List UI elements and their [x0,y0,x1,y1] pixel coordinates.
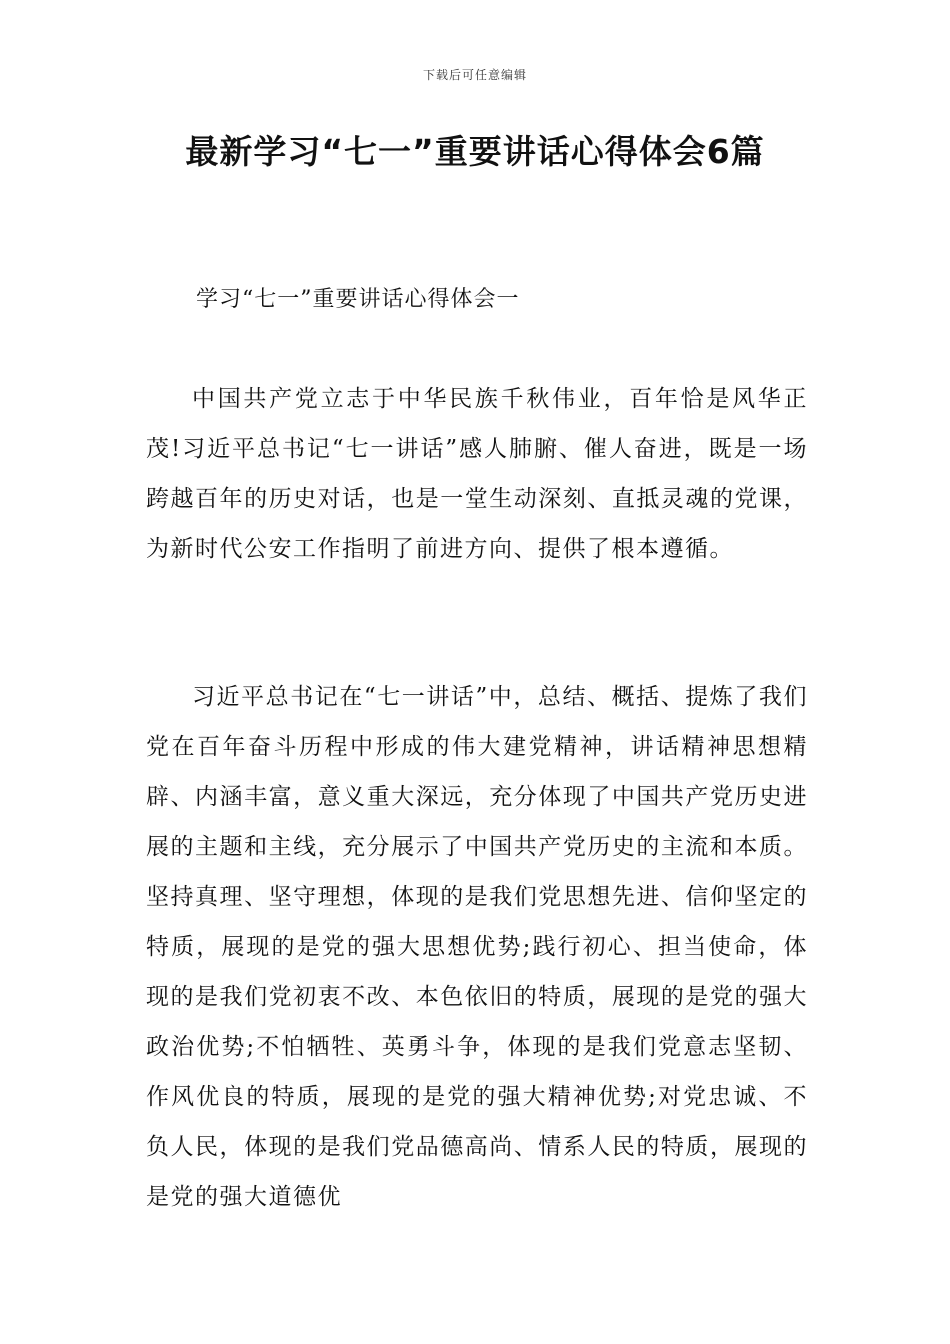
header-note: 下载后可任意编辑 [422,68,527,82]
body-paragraph-1: 中国共产党立志于中华民族千秋伟业，百年恰是风华正茂!习近平总书记“七一讲话”感人肺腑、催人奋进，既是一场跨越百年的历史对话，也是一堂生动深刻、直抵灵魂的党课，为新时代公安工作指明了前进方向、提供了根本遵循。 [146,386,808,562]
body-paragraph-2: 习近平总书记在“七一讲话”中，总结、概括、提炼了我们党在百年奋斗历程中形成的伟大建党精神，讲话精神思想精辟、内涵丰富，意义重大深远，充分体现了中国共产党历史进展的主题和主线，充分展示了中国共产党历史的主流和本质。坚持真理、坚守理想，体现的是我们党思想先进、信仰坚定的特质，展现的是党的强大思想优势;践行初心、担当使命，体现的是我们党初衷不改、本色依旧的特质，展现的是党的强大政治优势;不怕牺牲、英勇斗争，体现的是我们党意志坚韧、作风优良的特质，展现的是党的强大精神优势;对党忠诚、不负人民，体现的是我们党品德高尚、情系人民的特质，展现的是党的强大道德优 [146,684,808,1210]
document-title: 最新学习“七一”重要讲话心得体会6篇 [185,132,765,171]
section-heading: 学习“七一”重要讲话心得体会一 [196,287,520,312]
